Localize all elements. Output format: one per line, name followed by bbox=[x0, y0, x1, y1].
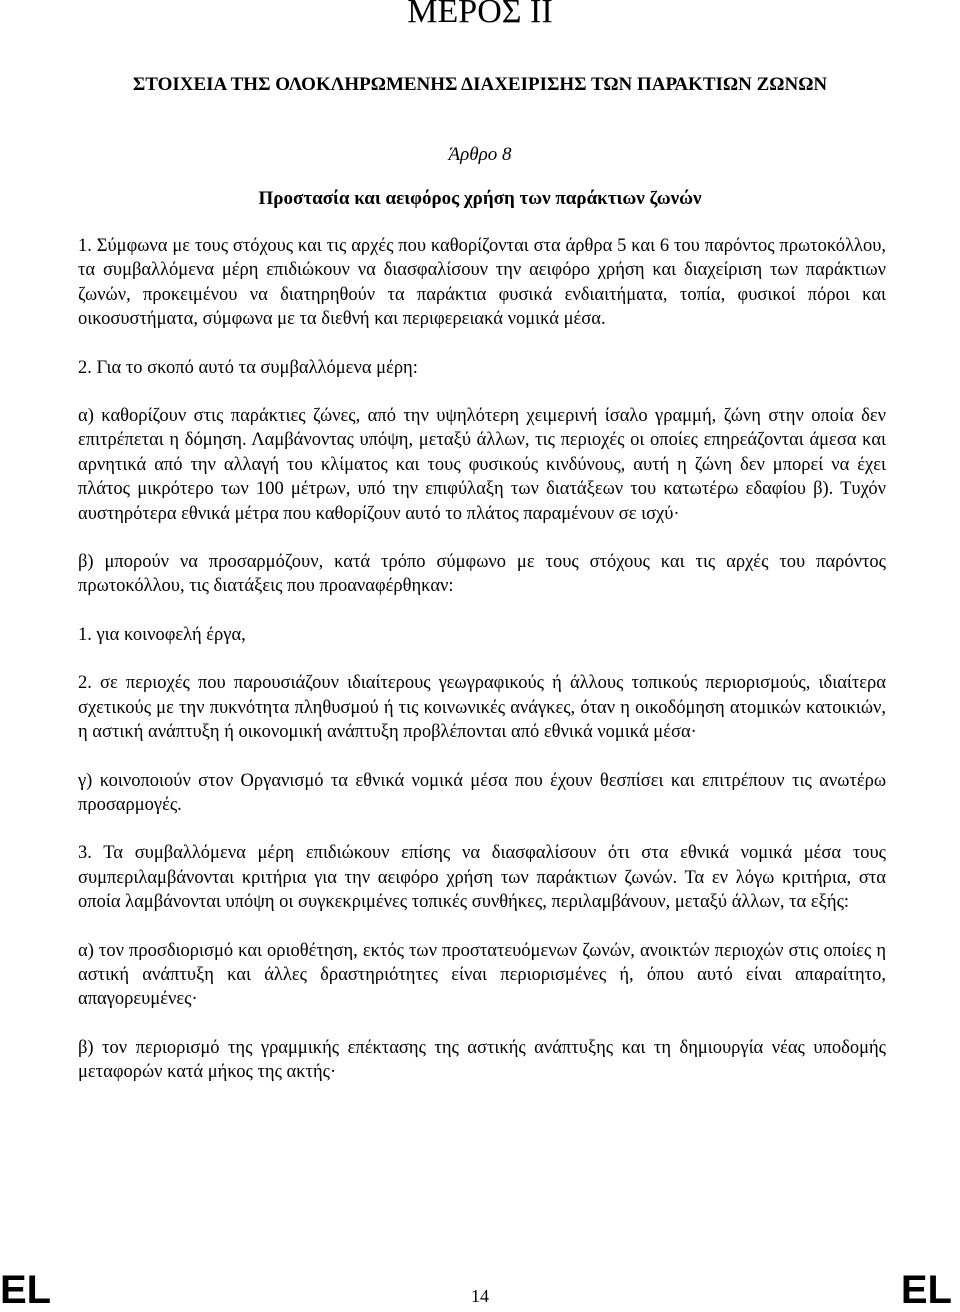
paragraph-2: 2. Για το σκοπό αυτό τα συμβαλλόμενα μέρη: bbox=[78, 357, 418, 378]
paragraph-2a: α) καθορίζουν στις παράκτιες ζώνες, από την υψηλότερη χειμερινή ίσαλο γραμμή, ζώνη στην οποία δεν επιτρέπεται η δόμηση. Λαμβάνοντας υπόψη, μεταξύ άλλων, τις περιοχές οι οποίες επηρεάζονται άμεσα και αρνητικά από την αλλαγή του κλίματος και τους φυσικούς κινδύνους, αυτή η ζώνη δεν μπορεί να έχει πλάτος μικρότερο των 100 μέτρων, υπό την επιφύλαξη των διατάξεων του κατωτέρω εδαφίου β). Τυχόν αυστηρότερα εθνικά μέτρα που καθορίζουν αυτό το πλάτος παραμένουν σε ισχύ· bbox=[78, 406, 886, 524]
article-number: Άρθρο 8 bbox=[448, 144, 512, 165]
page-number: 14 bbox=[471, 1286, 489, 1306]
footer-language-right: EL bbox=[900, 1268, 952, 1312]
part-subtitle: ΣΤΟΙΧΕΙΑ ΤΗΣ ΟΛΟΚΛΗΡΩΜΕΝΗΣ ΔΙΑΧΕΙΡΙΣΗΣ ΤΩΝ ΠΑΡΑΚΤΙΩΝ ΖΩΝΩΝ bbox=[132, 74, 828, 95]
article-body bbox=[78, 234, 886, 1109]
part-title: ΜΕΡΟΣ ΙΙ bbox=[407, 0, 553, 30]
article-heading: Προστασία και αειφόρος χρήση των παράκτιων ζωνών bbox=[258, 188, 702, 209]
paragraph-2b: β) μπορούν να προσαρμόζουν, κατά τρόπο σύμφωνο με τους στόχους και τις αρχές του παρόντος πρωτοκόλλου, τις διατάξεις που προαναφέρθηκαν: bbox=[78, 552, 886, 597]
paragraph-2b-item-2: 2. σε περιοχές που παρουσιάζουν ιδιαίτερους γεωγραφικούς ή άλλους τοπικούς περιορισμούς, ιδιαίτερα σχετικούς με την πυκνότητα πληθυσμού ή τις κοινωνικές ανάγκες, όταν η οικοδόμηση ατομικών κατοικιών, η αστική ανάπτυξη ή οικονομική ανάπτυξη προβλέπονται από εθνικά νομικά μέσα· bbox=[78, 673, 886, 743]
paragraph-2b-item-1: 1. για κοινοφελή έργα, bbox=[78, 624, 246, 645]
footer-language-left: EL bbox=[0, 1268, 52, 1312]
paragraph-2c: γ) κοινοποιούν στον Οργανισμό τα εθνικά νομικά μέσα που έχουν θεσπίσει και επιτρέπουν τις ανωτέρω προσαρμογές. bbox=[78, 770, 886, 815]
paragraph-1: 1. Σύμφωνα με τους στόχους και τις αρχές που καθορίζονται στα άρθρα 5 και 6 του παρόντος πρωτοκόλλου, τα συμβαλλόμενα μέρη επιδιώκουν να διασφαλίσουν την αειφόρο χρήση και διαχείριση των παράκτιων ζωνών, προκειμένου να διατηρηθούν τα παράκτια φυσικά ενδιαιτήματα, τοπία, φυσικοί πόροι και οικοσυστήματα, σύμφωνα με τα διεθνή και περιφερειακά νομικά μέσα. bbox=[78, 236, 886, 330]
paragraph-3: 3. Τα συμβαλλόμενα μέρη επιδιώκουν επίσης να διασφαλίσουν ότι στα εθνικά νομικά μέσα τους συμπεριλαμβάνονται κριτήρια για την αειφόρο χρήση των παράκτιων ζωνών. Τα εν λόγω κριτήρια, στα οποία λαμβάνονται υπόψη οι συγκεκριμένες τοπικές συνθήκες, περιλαμβάνουν, μεταξύ άλλων, τα εξής: bbox=[78, 843, 886, 913]
paragraph-3b: β) τον περιορισμό της γραμμικής επέκτασης της αστικής ανάπτυξης και τη δημιουργία νέας υποδομής μεταφορών κατά μήκος της ακτής· bbox=[78, 1037, 886, 1083]
paragraph-3a: α) τον προσδιορισμό και οριοθέτηση, εκτός των προστατευόμενων ζωνών, ανοικτών περιοχών στις οποίες η αστική ανάπτυξη και άλλες δραστηριότητες είναι περιορισμένες ή, όπου αυτό είναι απαραίτητο, απαγορευμένες· bbox=[78, 940, 886, 1010]
